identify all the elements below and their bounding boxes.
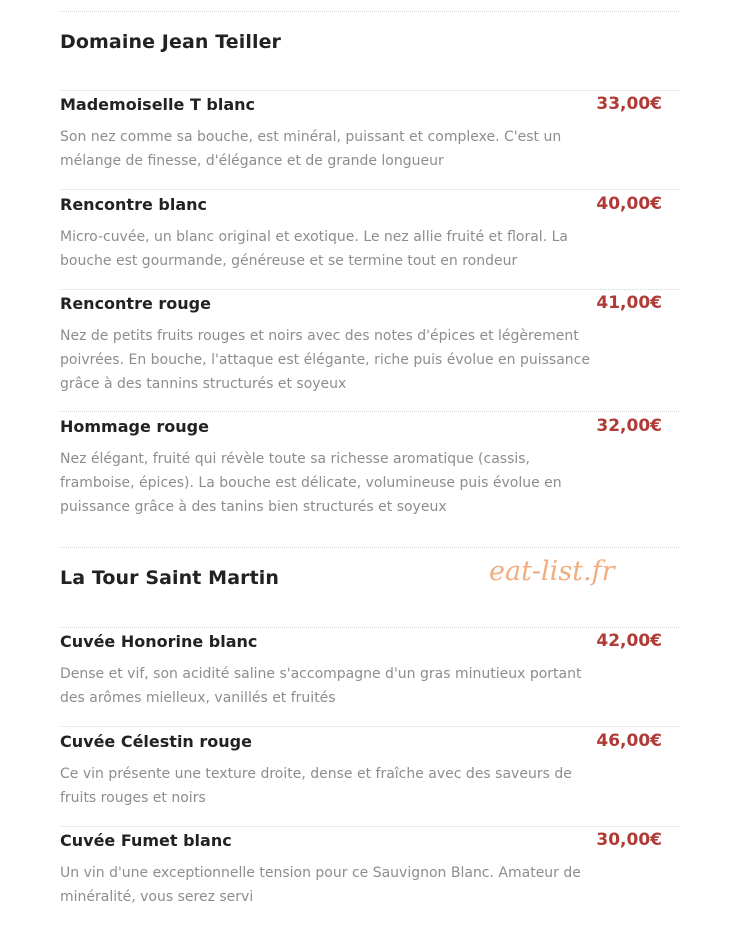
item-name: Rencontre blanc: [60, 195, 207, 214]
item-price: 42,00€: [596, 631, 662, 651]
item-name: Cuvée Célestin rouge: [60, 732, 252, 751]
item-divider: [60, 289, 679, 290]
item-divider: [60, 90, 679, 91]
item-description: Micro-cuvée, un blanc original et exotique. Le nez allie fruité et floral. La bouche est gourmande, généreuse et se termine tout en rondeur: [60, 229, 568, 269]
item-divider: [60, 726, 679, 727]
item-name: Cuvée Honorine blanc: [60, 632, 258, 651]
watermark-logo: eat-list.fr: [489, 556, 615, 587]
item-divider: [60, 189, 679, 190]
item-price: 30,00€: [596, 830, 662, 850]
item-name: Hommage rouge: [60, 417, 209, 436]
item-divider: [60, 411, 679, 412]
item-description: Nez élégant, fruité qui révèle toute sa richesse aromatique (cassis, framboise, épices). La bouche est délicate, volumineuse puis évolue en puissance grâce à des tanins bien structurés et soyeux: [60, 451, 562, 515]
item-divider: [60, 627, 679, 628]
item-price: 40,00€: [596, 194, 662, 214]
section-divider: [60, 11, 679, 12]
section-divider: [60, 547, 679, 548]
item-description: Ce vin présente une texture droite, dense et fraîche avec des saveurs de fruits rouges et noirs: [60, 766, 572, 806]
item-name: Cuvée Fumet blanc: [60, 831, 232, 850]
item-price: 41,00€: [596, 293, 662, 313]
item-price: 33,00€: [596, 94, 662, 114]
section-title: La Tour Saint Martin: [60, 567, 280, 589]
item-description: Un vin d'une exceptionnelle tension pour ce Sauvignon Blanc. Amateur de minéralité, vous serez servi: [60, 865, 581, 905]
section-title: Domaine Jean Teiller: [60, 31, 282, 53]
item-name: Rencontre rouge: [60, 294, 211, 313]
item-description: Dense et vif, son acidité saline s'accompagne d'un gras minutieux portant des arômes mielleux, vanillés et fruités: [60, 666, 582, 706]
item-price: 32,00€: [596, 416, 662, 436]
item-divider: [60, 826, 679, 827]
item-name: Mademoiselle T blanc: [60, 95, 256, 114]
item-description: Nez de petits fruits rouges et noirs avec des notes d'épices et légèrement poivrées. En bouche, l'attaque est élégante, riche puis évolue en puissance grâce à des tannins structurés et soyeux: [60, 328, 590, 392]
item-description: Son nez comme sa bouche, est minéral, puissant et complexe. C'est un mélange de finesse, d'élégance et de grande longueur: [60, 129, 562, 169]
item-price: 46,00€: [596, 731, 662, 751]
